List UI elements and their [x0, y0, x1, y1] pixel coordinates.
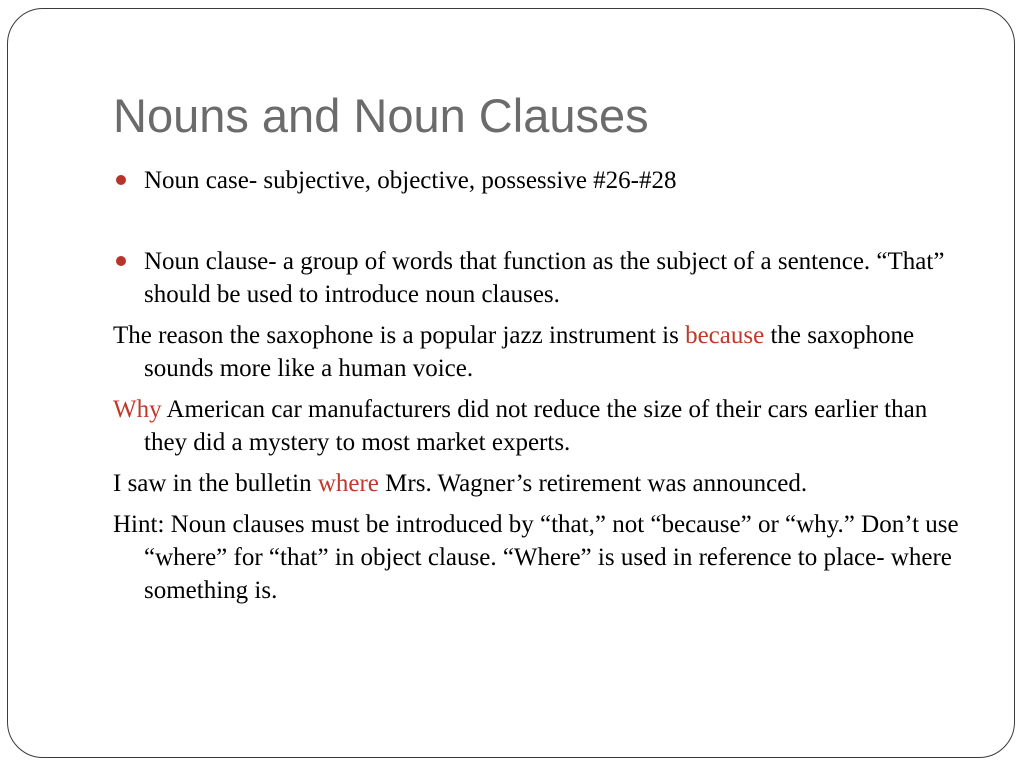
bullet-noun-clause — [113, 245, 963, 311]
sentence-text: American car manufacturers did not reduce the size of their cars earlier than they did a mystery to most market experts. — [144, 396, 928, 456]
spacer — [113, 197, 963, 245]
bullet-noun-case — [113, 164, 963, 197]
bullet-dot-icon — [116, 256, 126, 266]
bullet-text: Noun case- subjective, objective, possessive #26-#28 — [144, 167, 677, 194]
highlighted-word: where — [317, 470, 379, 497]
hint-paragraph: Hint: Noun clauses must be introduced by “that,” not “because” or “why.” Don’t use “where” for “that” in object clause. “Where” is used in reference to place- where something is. — [113, 511, 959, 604]
sentence-text: the saxophone sounds more like a human voice. — [144, 322, 915, 382]
spacer — [113, 500, 963, 508]
sentence-text: I saw in the bulletin — [113, 470, 318, 497]
bullet-dot-icon — [116, 175, 126, 185]
slide-body — [113, 164, 963, 607]
example-sentence-where — [113, 467, 963, 500]
example-sentence-why — [113, 393, 963, 459]
spacer — [113, 385, 963, 393]
spacer — [113, 459, 963, 467]
spacer — [113, 311, 963, 319]
sentence-text: Mrs. Wagner’s retirement was announced. — [378, 470, 808, 497]
slide-title: Nouns and Noun Clauses — [113, 89, 649, 142]
sentence-text: The reason the saxophone is a popular jazz instrument is — [113, 322, 686, 349]
highlighted-word: Why — [113, 396, 162, 423]
example-sentence-because — [113, 319, 963, 385]
highlighted-word: because — [685, 322, 765, 349]
bullet-text: Noun clause- a group of words that function as the subject of a sentence. “That” should be used to introduce noun clauses. — [144, 248, 945, 308]
